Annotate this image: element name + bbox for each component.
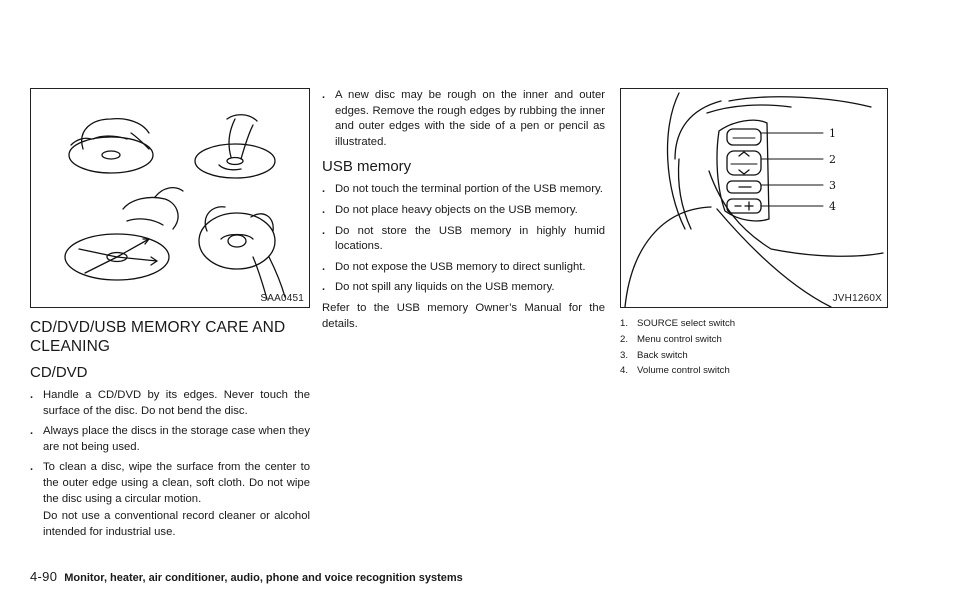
page-number: 4-90 <box>30 569 58 584</box>
bullet-mark: . <box>322 203 326 216</box>
usb-heading: USB memory <box>322 158 412 176</box>
legend-label: Volume control switch <box>637 365 730 377</box>
chapter-title: Monitor, heater, air conditioner, audio, phone and voice recognition systems <box>64 572 463 584</box>
list-item <box>322 280 605 296</box>
figure-id: SAA0451 <box>260 293 304 304</box>
list-item <box>30 460 310 507</box>
legend-label: Back switch <box>637 349 688 361</box>
page-footer <box>30 570 730 585</box>
disc-handling-illustration <box>30 88 310 308</box>
cd-dvd-bullet-list <box>30 388 310 507</box>
bullet-text: Do not touch the terminal portion of the USB memory. <box>335 183 603 196</box>
bullet-text: Handle a CD/DVD by its edges. Never touch the surface of the disc. Do not bend the disc. <box>43 389 310 417</box>
bullet-mark: . <box>322 281 326 294</box>
cleaner-note: Do not use a conventional record cleaner or alcohol intended for industrial use. <box>43 510 310 538</box>
bullet-text: Do not spill any liquids on the USB memory. <box>335 281 555 294</box>
list-item <box>322 203 605 219</box>
bullet-text: Do not store the USB memory in highly humid locations. <box>335 224 605 253</box>
list-item <box>620 348 888 364</box>
legend-number: 2. <box>620 333 629 345</box>
callout-1: 1 <box>829 127 836 140</box>
bullet-mark: . <box>30 425 34 438</box>
bullet-mark: . <box>322 224 326 237</box>
list-item <box>620 332 888 348</box>
list-item <box>322 224 605 255</box>
right-column <box>620 88 888 379</box>
bullet-mark: . <box>30 389 34 401</box>
list-item <box>620 316 888 332</box>
legend-number: 4. <box>620 365 629 377</box>
legend-label: SOURCE select switch <box>637 318 736 329</box>
bullet-text: Do not place heavy objects on the USB memory. <box>335 203 578 216</box>
steering-switch-drawing <box>621 89 887 307</box>
switch-legend <box>620 316 888 379</box>
legend-number: 3. <box>620 349 629 361</box>
bullet-text: Always place the discs in the storage case when they are not being used. <box>43 425 310 453</box>
figure-id: JVH1260X <box>832 293 882 304</box>
bullet-mark: . <box>322 260 326 273</box>
list-item <box>322 182 605 198</box>
legend-label: Menu control switch <box>637 333 722 345</box>
bullet-mark: . <box>322 183 326 196</box>
list-item <box>30 388 310 419</box>
usb-bullet-list <box>322 182 605 296</box>
list-item <box>322 88 605 150</box>
callout-2: 2 <box>829 153 836 166</box>
callout-4: 4 <box>829 200 836 213</box>
bullet-mark: . <box>30 461 34 474</box>
legend-number: 1. <box>620 318 629 329</box>
disc-handling-drawing <box>31 89 309 307</box>
bullet-mark: . <box>322 89 326 101</box>
cd-dvd-continued-list <box>322 88 605 150</box>
middle-column <box>322 88 605 332</box>
section-title: CD/DVD/USB MEMORY CARE AND CLEANING <box>30 319 286 355</box>
callout-3: 3 <box>829 179 836 192</box>
steering-switch-illustration <box>620 88 888 308</box>
list-item <box>322 260 605 276</box>
bullet-text: Do not expose the USB memory to direct sunlight. <box>335 260 586 273</box>
bullet-text: To clean a disc, wipe the surface from the center to the outer edge using a clean, soft cloth. Do not wipe the disc using a circular motion. <box>43 461 310 505</box>
owner-manual-reference: Refer to the USB memory Owner’s Manual for the details. <box>322 301 605 330</box>
bullet-text: A new disc may be rough on the inner and outer edges. Remove the rough edges by rubbing the inner and outer edges with the side of a pen or pencil as illustrated. <box>335 89 605 148</box>
list-item <box>620 363 888 379</box>
list-item <box>30 424 310 455</box>
cd-dvd-heading: CD/DVD <box>30 364 88 381</box>
left-column <box>30 88 310 540</box>
